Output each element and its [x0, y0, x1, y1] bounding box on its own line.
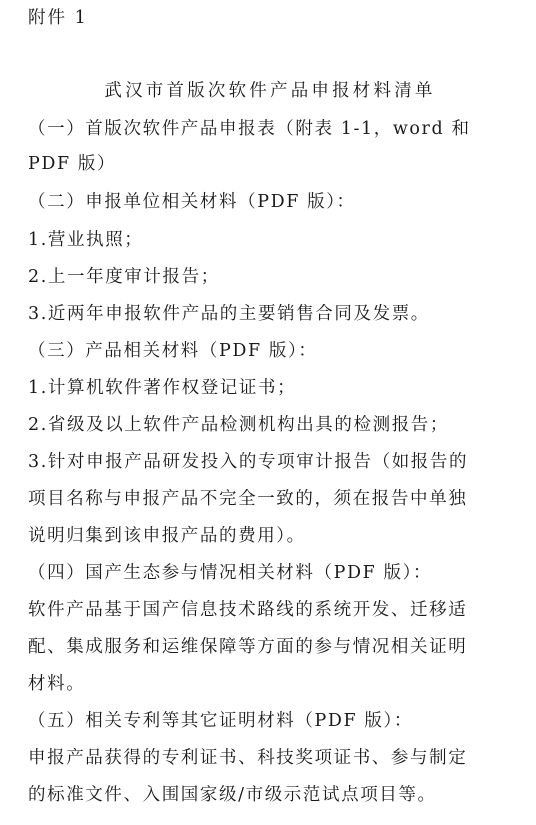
list-item-cont: 项目名称与申报产品不完全一致的，须在报告中单独: [28, 489, 468, 509]
paragraph-line: 材料。: [28, 674, 86, 694]
section-4-heading: （四）国产生态参与情况相关材料（PDF 版）：: [28, 563, 433, 583]
list-item: 1.营业执照；: [28, 230, 144, 250]
list-item: 3.针对申报产品研发投入的专项审计报告（如报告的: [28, 452, 469, 472]
list-item: 1.计算机软件著作权登记证书；: [28, 378, 297, 398]
paragraph-line: 软件产品基于国产信息技术路线的系统开发、迁移适: [28, 600, 468, 620]
section-1-heading-cont: PDF 版）: [28, 154, 117, 174]
attachment-label: 附件 1: [28, 8, 88, 28]
section-1-heading: （一）首版次软件产品申报表（附表 1-1，word 和: [28, 119, 471, 139]
list-item: 2.上一年度审计报告；: [28, 267, 220, 287]
document-title: 武汉市首版次软件产品申报材料清单: [104, 81, 436, 101]
list-item: 3.近两年申报软件产品的主要销售合同及发票。: [28, 304, 430, 324]
section-2-heading: （二）申报单位相关材料（PDF 版）：: [28, 192, 356, 212]
list-item-cont: 说明归集到该申报产品的费用）。: [28, 526, 306, 546]
section-3-heading: （三）产品相关材料（PDF 版）：: [28, 341, 318, 361]
paragraph-line: 申报产品获得的专利证书、科技奖项证书、参与制定: [28, 748, 468, 768]
paragraph-line: 配、集成服务和运维保障等方面的参与情况相关证明: [28, 637, 468, 657]
paragraph-line: 的标准文件、入围国家级/市级示范试点项目等。: [28, 785, 437, 805]
section-5-heading: （五）相关专利等其它证明材料（PDF 版）：: [28, 711, 413, 731]
list-item: 2.省级及以上软件产品检测机构出具的检测报告；: [28, 415, 449, 435]
